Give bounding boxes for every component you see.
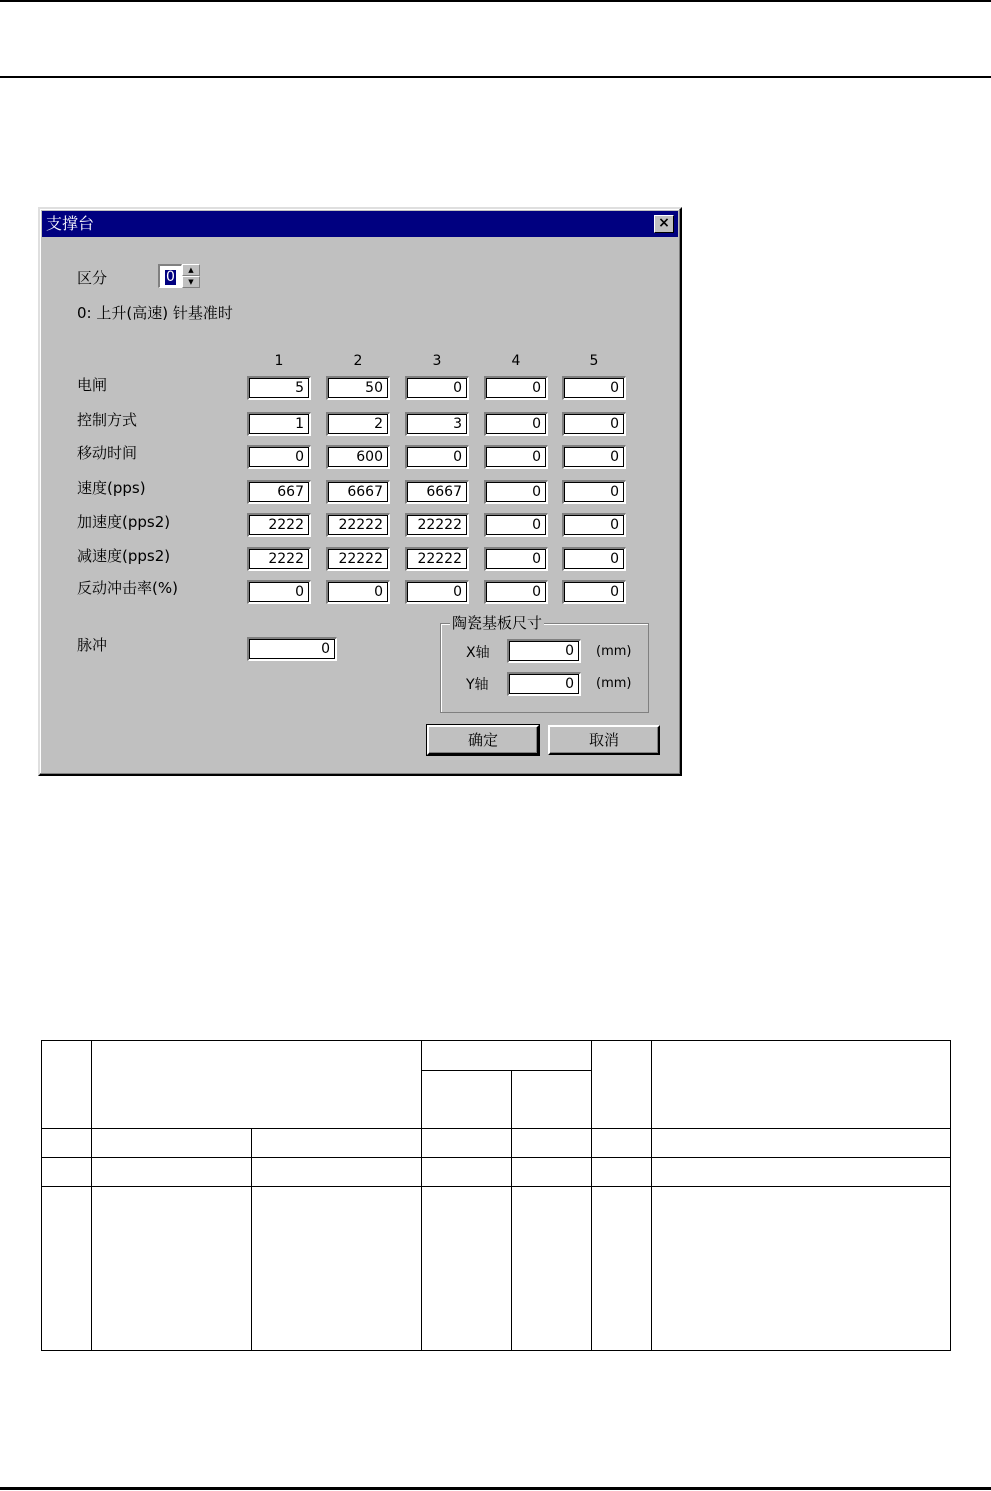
division-spinner-buttons[interactable] xyxy=(182,264,200,288)
row-label: 反动冲击率(%) xyxy=(77,579,178,597)
param-field[interactable]: 667 xyxy=(247,480,311,504)
param-field[interactable]: 22222 xyxy=(326,547,390,571)
cancel-button[interactable]: 取消 xyxy=(548,725,660,755)
ceramic-size-title: 陶瓷基板尺寸 xyxy=(452,614,543,632)
row-label: 移动时间 xyxy=(77,444,138,462)
column-header-3: 3 xyxy=(432,353,442,369)
param-field[interactable]: 50 xyxy=(326,376,390,400)
y-unit-label: (mm) xyxy=(596,676,632,691)
param-field[interactable]: 0 xyxy=(562,445,626,469)
param-field[interactable]: 22222 xyxy=(405,513,469,537)
param-field[interactable]: 0 xyxy=(562,480,626,504)
param-field[interactable]: 0 xyxy=(562,547,626,571)
param-field[interactable]: 0 xyxy=(484,580,548,604)
param-field[interactable]: 600 xyxy=(326,445,390,469)
column-header-4: 4 xyxy=(511,353,521,369)
support-stage-dialog xyxy=(38,207,682,776)
dialog-titlebar[interactable] xyxy=(42,211,678,237)
y-axis-field[interactable]: 0 xyxy=(507,672,581,696)
pulse-field[interactable]: 0 xyxy=(247,637,337,661)
param-field[interactable]: 0 xyxy=(326,580,390,604)
table-row xyxy=(42,1187,951,1351)
x-axis-field[interactable]: 0 xyxy=(507,639,581,663)
division-spinner-input[interactable]: 0 xyxy=(158,264,182,288)
param-field[interactable]: 0 xyxy=(484,480,548,504)
param-field[interactable]: 1 xyxy=(247,412,311,436)
x-axis-label: X轴 xyxy=(466,645,490,661)
close-icon[interactable]: × xyxy=(654,215,674,233)
param-field[interactable]: 22222 xyxy=(405,547,469,571)
footer-rule xyxy=(0,1487,991,1490)
param-field[interactable]: 0 xyxy=(562,513,626,537)
row-label: 电闸 xyxy=(77,376,108,394)
param-field[interactable]: 0 xyxy=(562,376,626,400)
table-cell xyxy=(92,1041,422,1129)
param-field[interactable]: 0 xyxy=(405,445,469,469)
param-field[interactable]: 0 xyxy=(484,376,548,400)
division-label: 区分 xyxy=(77,269,108,287)
column-header-2: 2 xyxy=(353,353,363,369)
param-field[interactable]: 0 xyxy=(405,376,469,400)
pulse-label: 脉冲 xyxy=(77,636,108,654)
param-field[interactable]: 0 xyxy=(484,445,548,469)
column-header-1: 1 xyxy=(274,353,284,369)
param-field[interactable]: 0 xyxy=(247,445,311,469)
y-axis-label: Y轴 xyxy=(466,677,489,693)
ceramic-size-group xyxy=(440,623,649,713)
table-cell xyxy=(42,1041,92,1129)
param-field[interactable]: 6667 xyxy=(405,480,469,504)
param-field[interactable]: 6667 xyxy=(326,480,390,504)
empty-form-table xyxy=(41,1040,951,1351)
row-label: 速度(pps) xyxy=(77,479,146,497)
param-field[interactable]: 0 xyxy=(484,513,548,537)
dialog-title: 支撑台 xyxy=(46,214,95,233)
spin-down-icon[interactable]: ▼ xyxy=(182,276,200,288)
param-field[interactable]: 0 xyxy=(484,547,548,571)
row-label: 控制方式 xyxy=(77,411,138,429)
param-field[interactable]: 5 xyxy=(247,376,311,400)
param-field[interactable]: 0 xyxy=(247,580,311,604)
table-cell xyxy=(422,1041,592,1071)
header-rule xyxy=(0,76,991,78)
param-field[interactable]: 0 xyxy=(405,580,469,604)
table-row xyxy=(42,1158,951,1187)
table-cell xyxy=(652,1041,951,1129)
table-cell xyxy=(422,1071,512,1129)
row-label: 加速度(pps2) xyxy=(77,513,171,531)
param-field[interactable]: 0 xyxy=(562,580,626,604)
x-unit-label: (mm) xyxy=(596,644,632,659)
param-field[interactable]: 3 xyxy=(405,412,469,436)
spin-up-icon[interactable]: ▲ xyxy=(182,264,200,276)
column-header-5: 5 xyxy=(589,353,599,369)
table-cell xyxy=(592,1041,652,1129)
mode-note: 0: 上升(高速) 针基准时 xyxy=(77,304,233,322)
row-label: 减速度(pps2) xyxy=(77,547,171,565)
param-field[interactable]: 2 xyxy=(326,412,390,436)
table-row xyxy=(42,1129,951,1158)
param-field[interactable]: 2222 xyxy=(247,513,311,537)
table-cell xyxy=(512,1071,592,1129)
param-field[interactable]: 22222 xyxy=(326,513,390,537)
param-field[interactable]: 2222 xyxy=(247,547,311,571)
param-field[interactable]: 0 xyxy=(484,412,548,436)
ok-button[interactable]: 确定 xyxy=(427,725,539,755)
top-rule xyxy=(0,0,991,2)
param-field[interactable]: 0 xyxy=(562,412,626,436)
